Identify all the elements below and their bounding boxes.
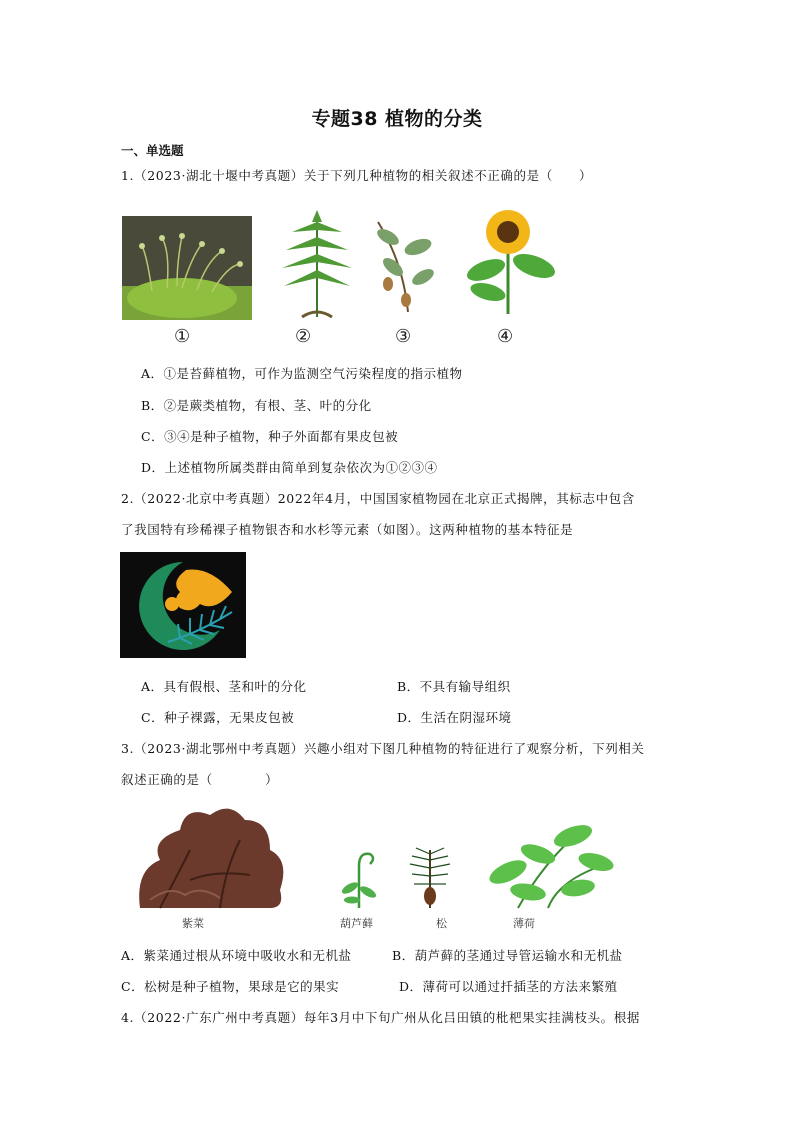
botanical-garden-logo bbox=[120, 552, 246, 658]
caption-mint: 薄荷 bbox=[513, 917, 535, 930]
figure-label-2: ② bbox=[295, 326, 312, 347]
figure-label-4: ④ bbox=[497, 326, 514, 347]
question-3-stem-line-1: 3.（2023·湖北鄂州中考真题）兴趣小组对下图几种植物的特征进行了观察分析，下列相关 bbox=[121, 741, 645, 756]
question-3-stem-line-2: 叙述正确的是（ ） bbox=[121, 772, 279, 787]
mint-plant-image bbox=[478, 812, 618, 910]
moss-gourd-image bbox=[336, 846, 382, 910]
q2-option-a: A．具有假根、茎和叶的分化 bbox=[141, 679, 307, 694]
q1-option-d: D．上述植物所属类群由简单到复杂依次为①②③④ bbox=[141, 460, 438, 475]
figure-label-1: ① bbox=[174, 326, 191, 347]
figure-label-3: ③ bbox=[395, 326, 412, 347]
caption-laver: 紫菜 bbox=[182, 917, 204, 930]
q1-option-c: C．③④是种子植物，种子外面都有果皮包被 bbox=[141, 429, 399, 444]
pine-branch-image bbox=[406, 842, 454, 910]
section-heading: 一、单选题 bbox=[121, 143, 184, 158]
caption-pine: 松 bbox=[436, 917, 447, 930]
question-1-stem: 1.（2023·湖北十堰中考真题）关于下列几种植物的相关叙述不正确的是（ ） bbox=[121, 168, 593, 183]
caption-gourd-moss: 葫芦藓 bbox=[340, 917, 373, 930]
moss-image bbox=[122, 216, 252, 320]
seaweed-laver-image bbox=[130, 800, 290, 910]
question-4-stem: 4.（2022·广东广州中考真题）每年3月中下旬广州从化吕田镇的枇杷果实挂满枝头。根据 bbox=[121, 1010, 640, 1025]
fern-image bbox=[272, 202, 362, 320]
q3-option-d: D．薄荷可以通过扦插茎的方法来繁殖 bbox=[399, 979, 618, 994]
q3-option-a: A．紫菜通过根从环境中吸收水和无机盐 bbox=[121, 948, 352, 963]
q2-option-b: B．不具有输导组织 bbox=[397, 679, 511, 694]
oak-branch-image bbox=[368, 212, 440, 316]
page-title: 专题38 植物的分类 bbox=[311, 108, 483, 130]
q2-option-c: C．种子裸露，无果皮包被 bbox=[141, 710, 295, 725]
q2-option-d: D．生活在阴湿环境 bbox=[397, 710, 512, 725]
q1-option-a: A．①是苔藓植物，可作为监测空气污染程度的指示植物 bbox=[141, 366, 463, 381]
q3-option-b: B．葫芦藓的茎通过导管运输水和无机盐 bbox=[392, 948, 623, 963]
q1-option-b: B．②是蕨类植物，有根、茎、叶的分化 bbox=[141, 398, 372, 413]
question-2-stem-line-1: 2.（2022·北京中考真题）2022年4月，中国国家植物园在北京正式揭牌，其标志中包含 bbox=[121, 491, 635, 506]
sunflower-image bbox=[458, 208, 560, 316]
question-2-stem-line-2: 了我国特有珍稀裸子植物银杏和水杉等元素（如图）。这两种植物的基本特征是 bbox=[121, 522, 574, 537]
q3-option-c: C．松树是种子植物，果球是它的果实 bbox=[121, 979, 340, 994]
